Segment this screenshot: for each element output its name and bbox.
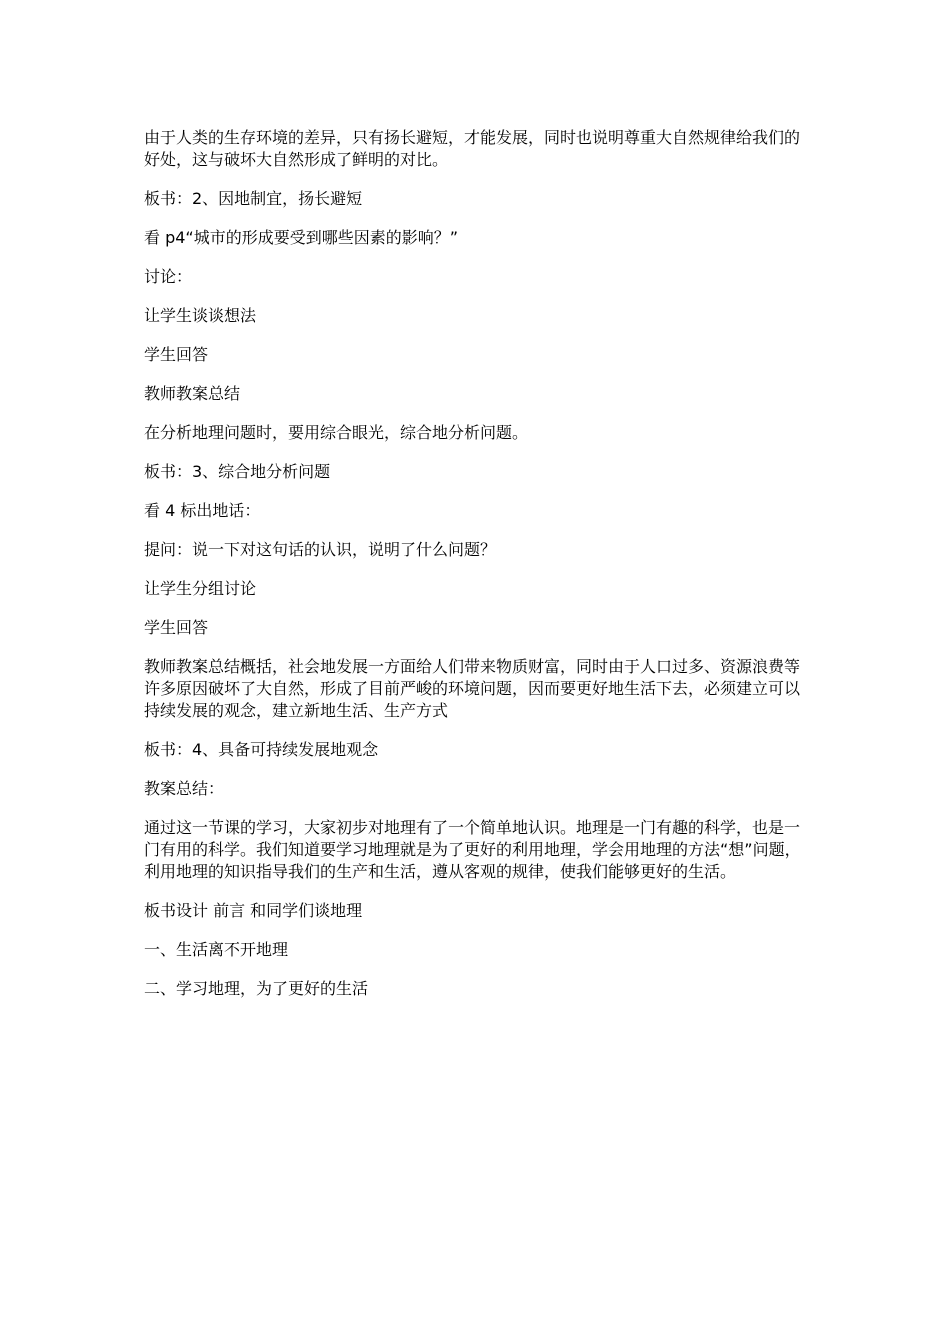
paragraph-3: 看 p4“城市的形成要受到哪些因素的影响？”: [144, 228, 459, 247]
paragraph-1: 由于人类的生存环境的差异，只有扬长避短，才能发展，同时也说明尊重大自然规律给我们的好处，这与破坏大自然形成了鲜明的对比。: [144, 128, 801, 169]
paragraph-8: 在分析地理问题时，要用综合眼光，综合地分析问题。: [144, 423, 529, 442]
paragraph-7: 教师教案总结: [144, 384, 241, 403]
paragraph-18: 板书设计 前言 和同学们谈地理: [144, 901, 363, 920]
paragraph-2: 板书：2、因地制宜，扬长避短: [144, 189, 363, 208]
paragraph-15: 板书：4、具备可持续发展地观念: [144, 740, 379, 759]
paragraph-12: 让学生分组讨论: [144, 579, 257, 598]
paragraph-4: 讨论：: [144, 267, 193, 286]
paragraph-14: 教师教案总结概括，社会地发展一方面给人们带来物质财富，同时由于人口过多、资源浪费等许多原因破坏了大自然，形成了目前严峻的环境问题，因而要更好地生活下去，必须建立可以持续发展的观念，建立新地生活、生产方式: [144, 657, 801, 720]
paragraph-13: 学生回答: [144, 618, 209, 637]
document-body: [144, 127, 808, 1017]
paragraph-11: 提问：说一下对这句话的认识，说明了什么问题？: [144, 540, 497, 559]
paragraph-16: 教案总结：: [144, 779, 225, 798]
paragraph-19: 一、生活离不开地理: [144, 940, 289, 959]
paragraph-9: 板书：3、综合地分析问题: [144, 462, 331, 481]
paragraph-5: 让学生谈谈想法: [144, 306, 257, 325]
paragraph-20: 二、学习地理，为了更好的生活: [144, 979, 369, 998]
paragraph-6: 学生回答: [144, 345, 209, 364]
paragraph-17: 通过这一节课的学习，大家初步对地理有了一个简单地认识。地理是一门有趣的科学，也是一门有用的科学。我们知道要学习地理就是为了更好的利用地理，学会用地理的方法“想”问题，利用地理的知识指导我们的生产和生活，遵从客观的规律，使我们能够更好的生活。: [144, 818, 801, 881]
paragraph-10: 看 4 标出地话：: [144, 501, 261, 520]
